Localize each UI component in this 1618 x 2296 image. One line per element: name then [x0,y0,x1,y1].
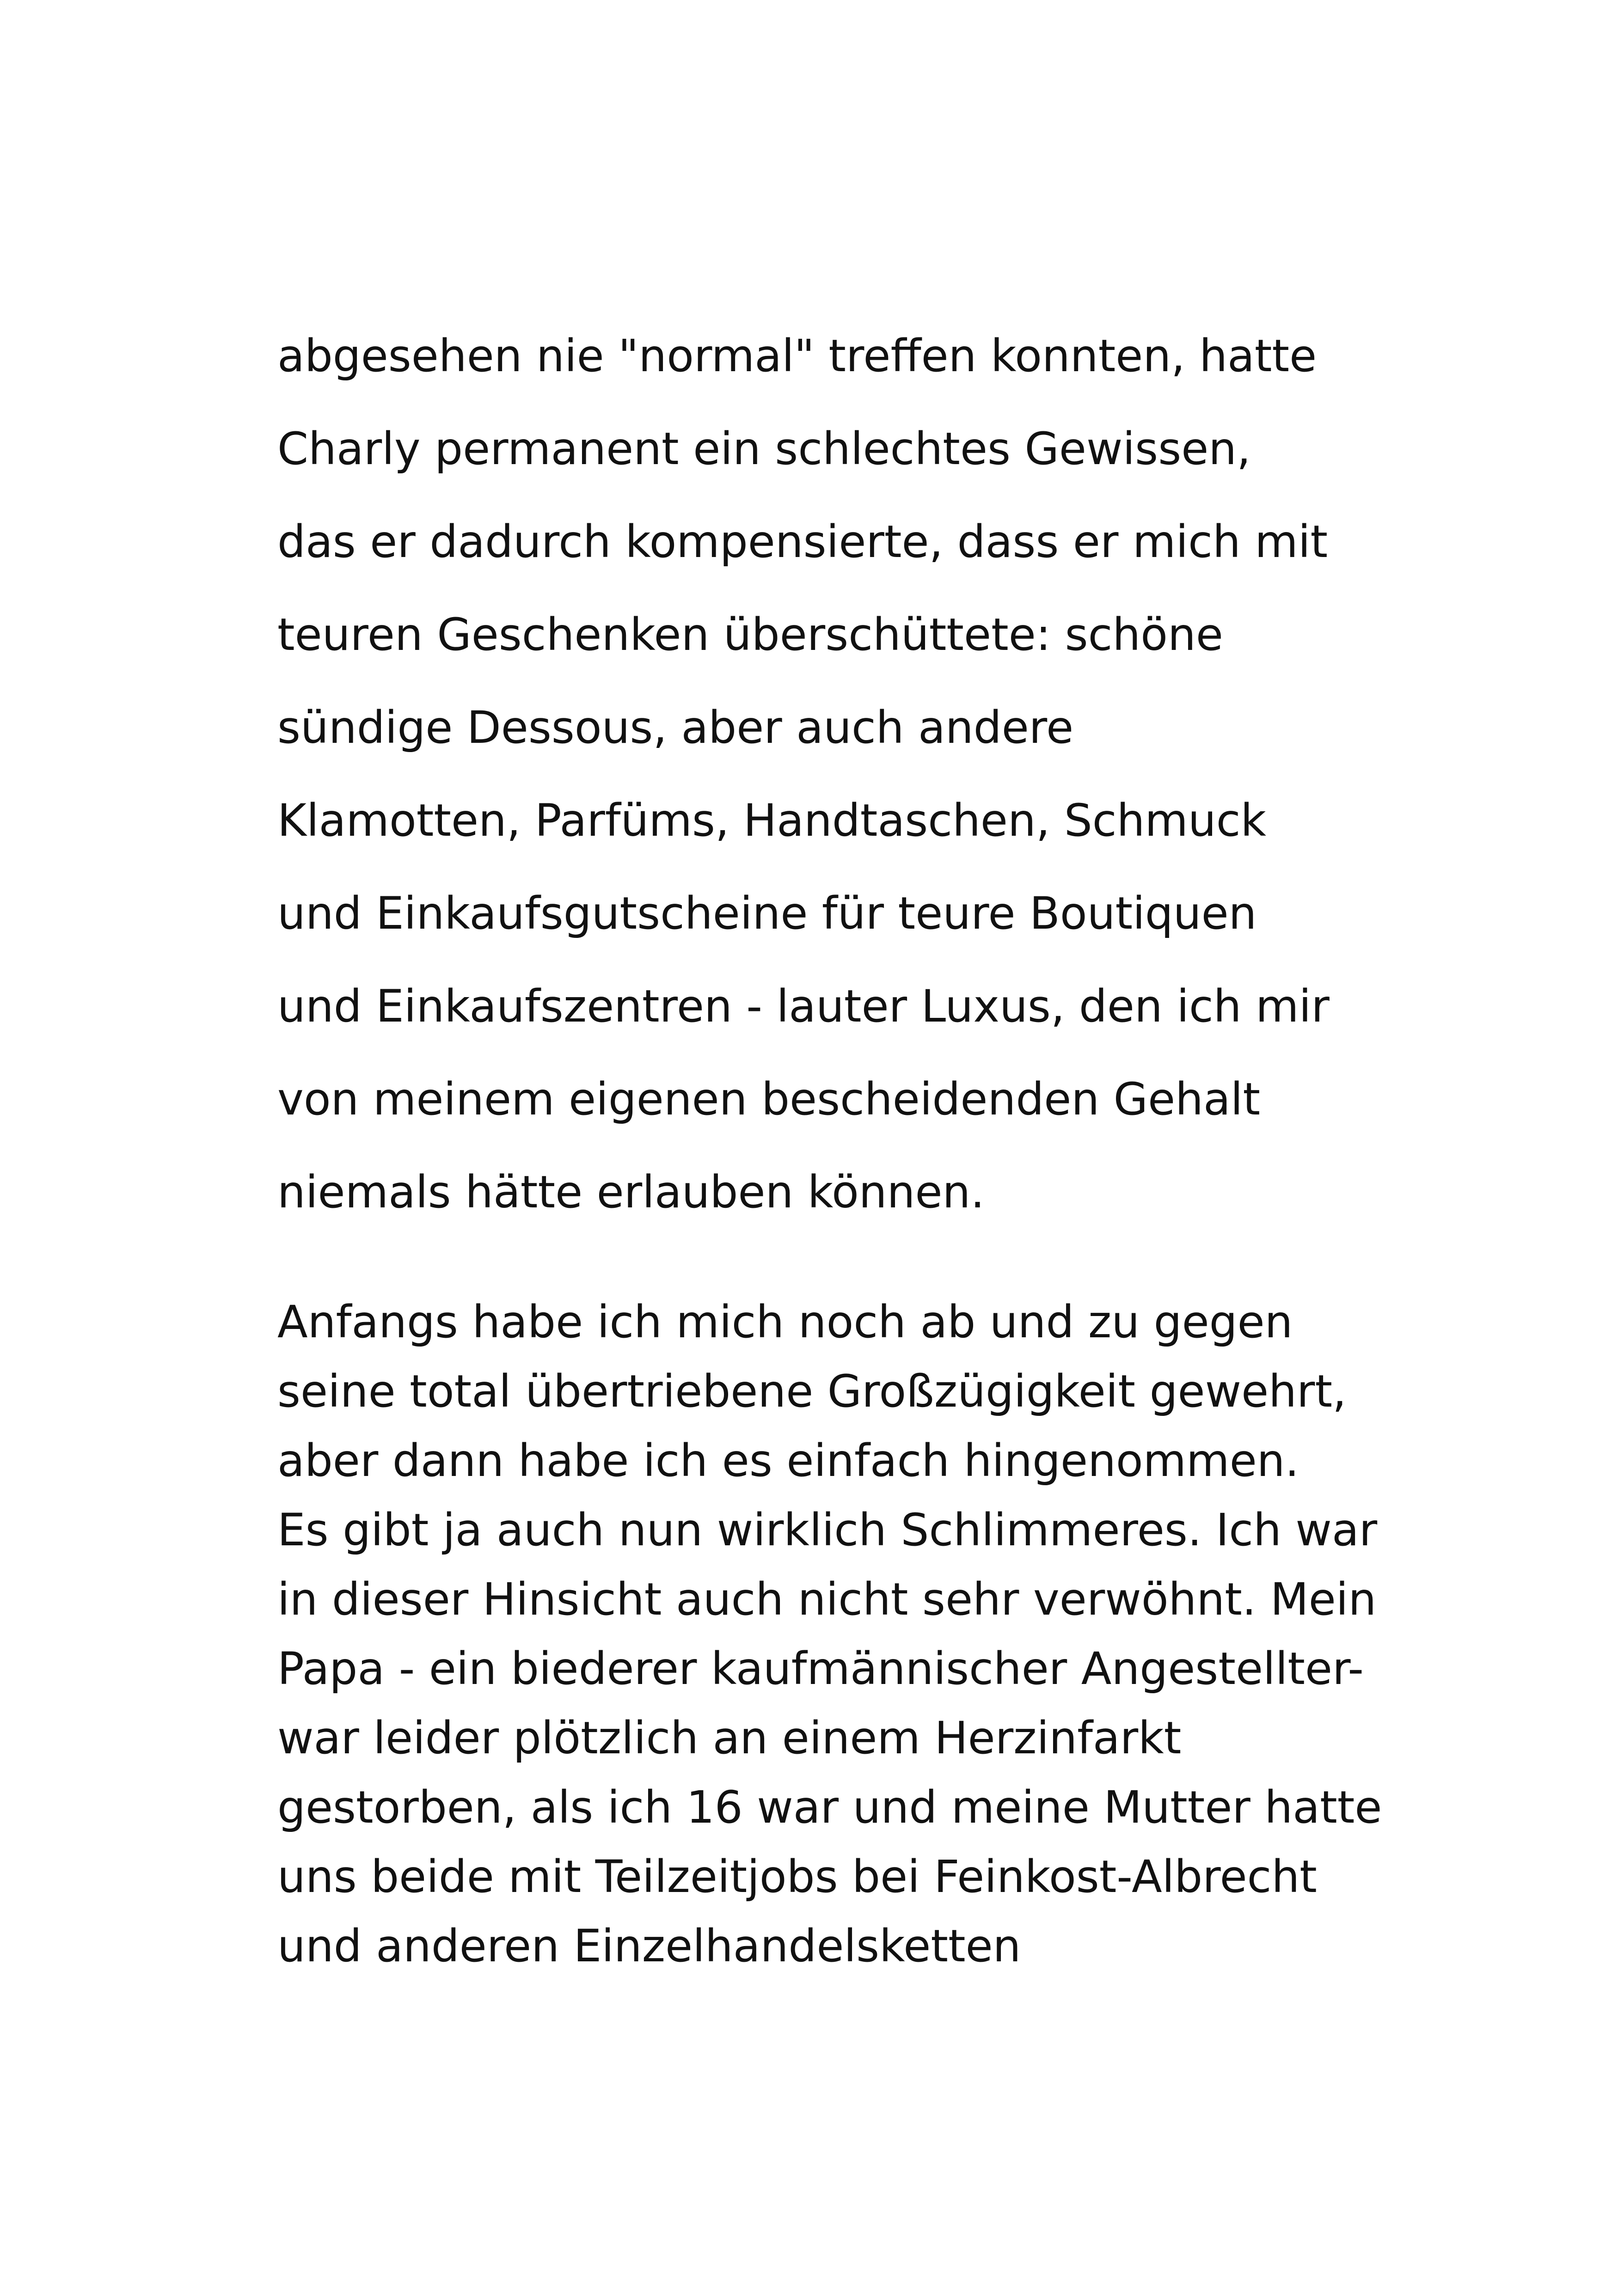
text-line: niemals hätte erlauben können. [277,1166,985,1218]
text-line: war leider plötzlich an einem Herzinfarkt [277,1712,1182,1764]
text-line: und Einkaufszentren - lauter Luxus, den ich mir [277,980,1330,1032]
text-line: das er dadurch kompensierte, dass er mich mit [277,516,1328,568]
text-line: sündige Dessous, aber auch andere [277,702,1074,753]
paragraph-1 [277,310,1387,1239]
text-line: Charly permanent ein schlechtes Gewissen, [277,423,1251,475]
text-line: und Einkaufsgutscheine für teure Boutiquen [277,888,1257,939]
text-line: Es gibt ja auch nun wirklich Schlimmeres. Ich war [277,1504,1378,1556]
text-line: und anderen Einzelhandelsketten [277,1920,1021,1972]
text-line: abgesehen nie "normal" treffen konnten, hatte [277,330,1317,382]
paragraph-2 [277,1287,1387,1981]
text-line: Klamotten, Parfüms, Handtaschen, Schmuck [277,795,1267,846]
text-line: gestorben, als ich 16 war und meine Mutter hatte [277,1782,1382,1833]
text-line: seine total übertriebene Großzügigkeit gewehrt, [277,1365,1347,1417]
text-line: Anfangs habe ich mich noch ab und zu gegen [277,1296,1293,1348]
text-line: von meinem eigenen bescheidenden Gehalt [277,1073,1261,1125]
text-line: uns beide mit Teilzeitjobs bei Feinkost-Albrecht [277,1851,1317,1903]
text-line: teuren Geschenken überschüttete: schöne [277,609,1223,661]
text-line: Papa - ein biederer kaufmännischer Angestellter- [277,1643,1364,1695]
text-line: aber dann habe ich es einfach hingenommen. [277,1435,1299,1487]
text-line: in dieser Hinsicht auch nicht sehr verwöhnt. Mein [277,1574,1377,1625]
